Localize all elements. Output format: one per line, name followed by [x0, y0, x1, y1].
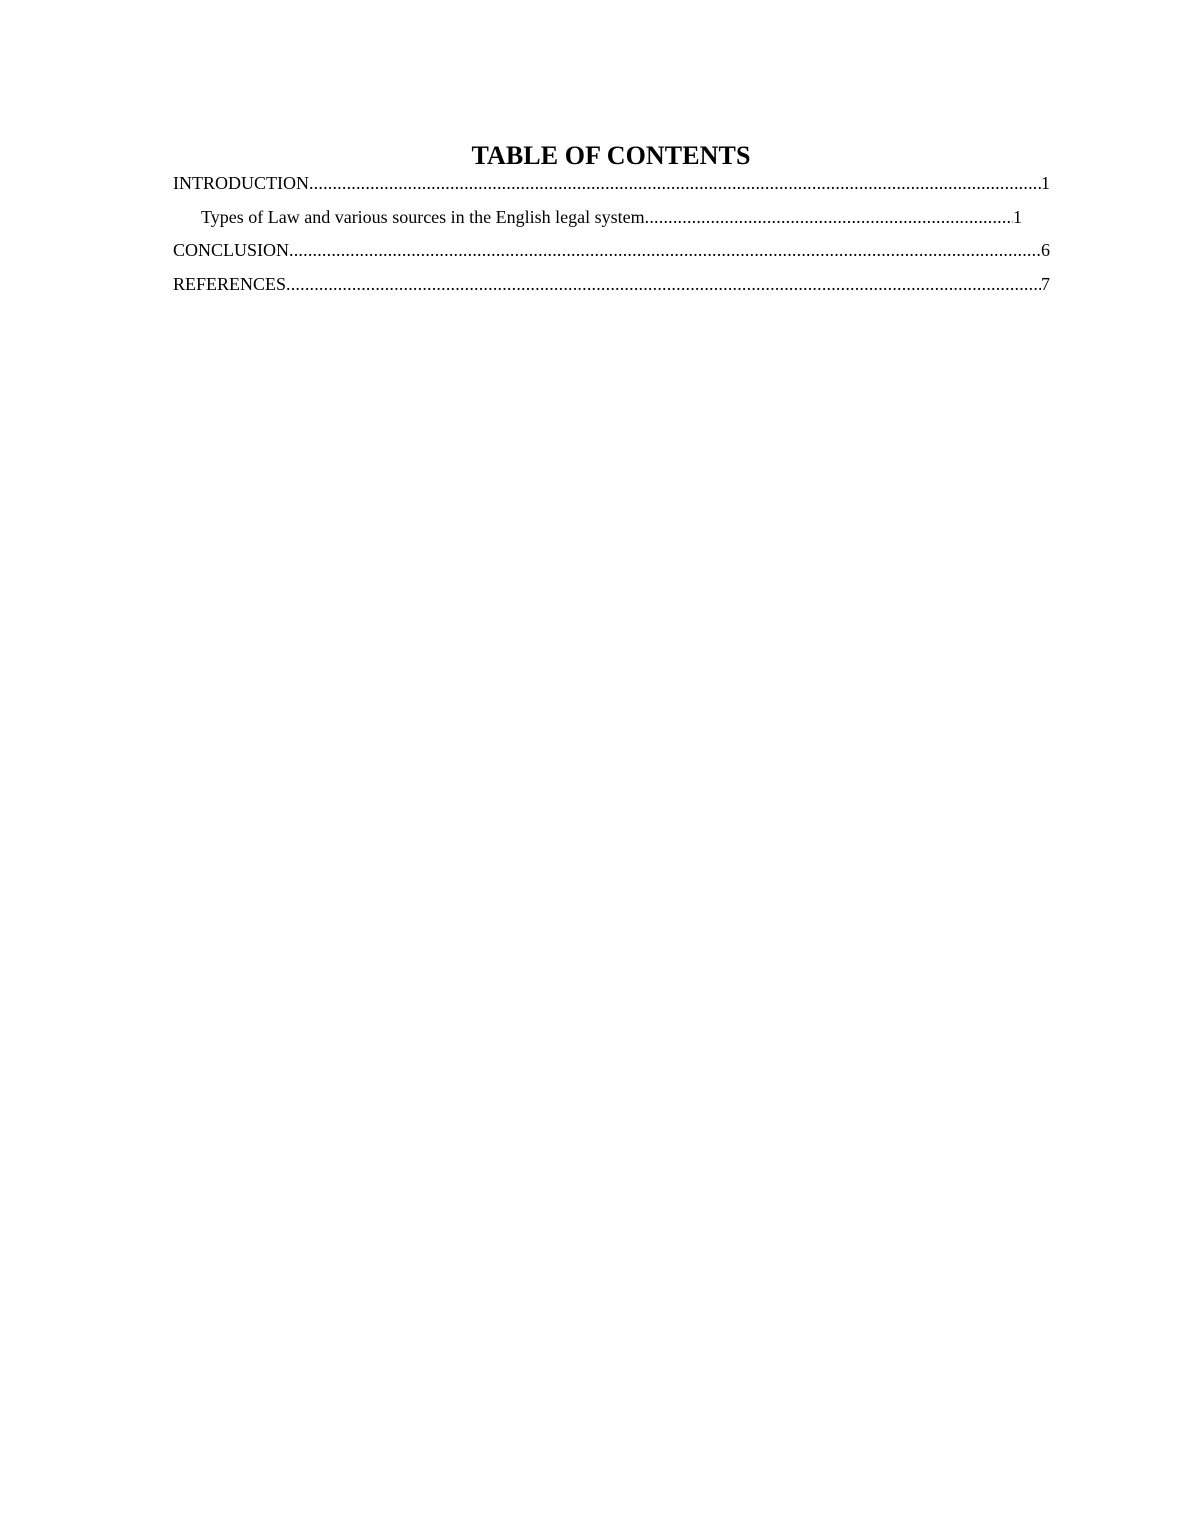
toc-entry-page-number: 6: [1041, 240, 1050, 260]
toc-entry-page-number: 1: [1013, 207, 1022, 227]
toc-entry-references[interactable]: [173, 273, 1050, 295]
toc-entry-label: Types of Law and various sources in the English legal system: [201, 207, 645, 227]
dot-leader: [309, 172, 1041, 194]
toc-entry-introduction[interactable]: [173, 172, 1050, 194]
dot-leader: [289, 239, 1041, 261]
toc-entry-label: INTRODUCTION: [173, 173, 309, 193]
toc-entry-conclusion[interactable]: [173, 239, 1050, 261]
toc-entry-types-of-law[interactable]: [201, 206, 1022, 228]
dot-leader: [286, 273, 1041, 295]
dot-leader: [645, 206, 1013, 228]
toc-entry-page-number: 7: [1041, 274, 1050, 294]
toc-entry-label: REFERENCES: [173, 274, 287, 294]
toc-title: TABLE OF CONTENTS: [471, 141, 751, 170]
toc-entry-label: CONCLUSION: [173, 240, 290, 260]
toc-entry-page-number: 1: [1041, 173, 1050, 193]
